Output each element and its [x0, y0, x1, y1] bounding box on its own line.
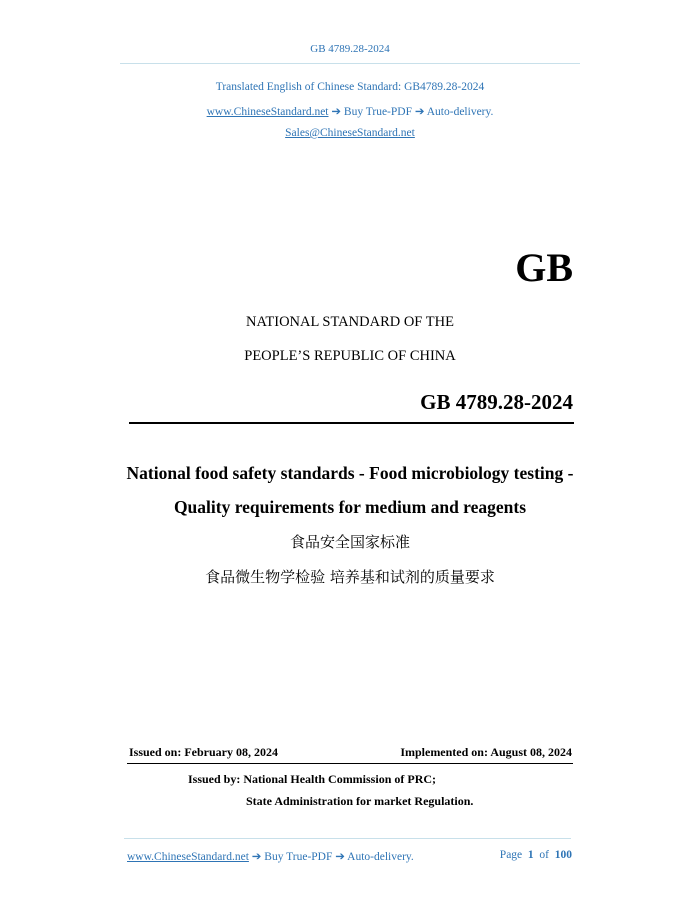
standard-number: GB 4789.28-2024 [420, 390, 573, 414]
national-standard-line1: NATIONAL STANDARD OF THE [246, 314, 454, 330]
footer-buy-text: Buy True-PDF [264, 851, 333, 863]
header-doc-code: GB 4789.28-2024 [310, 43, 390, 55]
arrow-icon: ➔ [411, 106, 427, 118]
title-cn-line2: 食品微生物学检验 培养基和试剂的质量要求 [205, 568, 495, 586]
issued-on-date: Issued on: February 08, 2024 [129, 745, 279, 759]
page-label: Page [499, 849, 523, 861]
title-en-line2: Quality requirements for medium and reagents [173, 497, 527, 517]
arrow-icon: ➔ [248, 851, 265, 863]
title-cn-line1: 食品安全国家标准 [289, 533, 410, 551]
header-divider [120, 63, 580, 64]
arrow-icon: ➔ [328, 106, 344, 118]
sales-email-link[interactable]: Sales@ChineseStandard.net [285, 127, 415, 139]
site-link[interactable]: www.ChineseStandard.net [206, 106, 329, 118]
translation-notice: Translated English of Chinese Standard: GB4789.28-2024 [215, 81, 485, 93]
issuer-line1: Issued by: National Health Commission of PRC; [188, 772, 437, 786]
of-label: of [539, 849, 549, 861]
arrow-icon: ➔ [332, 851, 348, 863]
page-total: 100 [554, 849, 572, 861]
purchase-line [0, 104, 700, 118]
issuer-line2: State Administration for market Regulation. [246, 794, 474, 808]
title-rule [129, 422, 574, 424]
dates-rule [127, 763, 573, 764]
email-line [0, 127, 700, 139]
footer-purchase-line [127, 849, 414, 863]
footer-delivery-text: Auto-delivery. [347, 851, 414, 863]
buy-pdf-text: Buy True-PDF [343, 106, 412, 118]
page-indicator [500, 849, 572, 861]
national-standard-line2: PEOPLE’S REPUBLIC OF CHINA [244, 348, 456, 364]
title-en-line1: National food safety standards - Food microbiology testing - [126, 463, 574, 483]
gb-mark: GB [515, 245, 573, 290]
auto-delivery-text: Auto-delivery. [426, 106, 494, 118]
footer-divider [124, 838, 571, 839]
implemented-on-date: Implemented on: August 08, 2024 [400, 745, 572, 759]
page-number: 1 [527, 849, 534, 861]
footer-site-link[interactable]: www.ChineseStandard.net [127, 851, 249, 863]
